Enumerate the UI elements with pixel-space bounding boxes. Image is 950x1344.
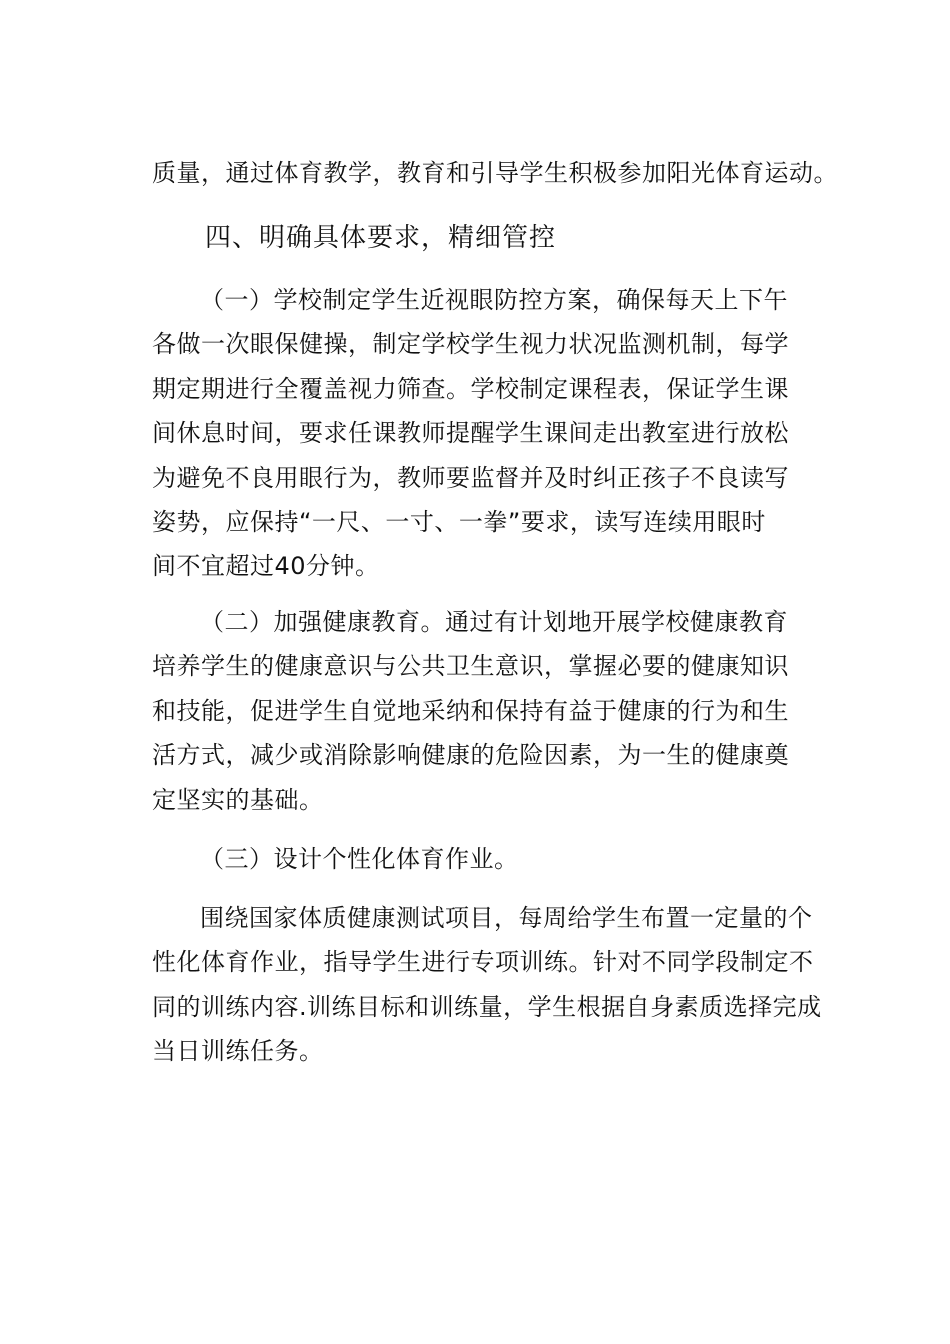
text-line: 和技能，促进学生自觉地采纳和保持有益于健康的行为和生 (152, 696, 789, 725)
text-line: 同的训练内容.训练目标和训练量，学生根据自身素质选择完成 (152, 992, 822, 1021)
text-line: 培养学生的健康意识与公共卫生意识，掌握必要的健康知识 (152, 652, 789, 681)
intro-paragraph (152, 151, 838, 195)
text-line: 性化体育作业，指导学生进行专项训练。针对不同学段制定不 (152, 948, 814, 977)
text-line: 质量，通过体育教学，教育和引导学生积极参加阳光体育运动。 (152, 159, 838, 187)
text-line: 间不宜超过40分钟。 (152, 552, 380, 581)
text-line: 各做一次眼保健操，制定学校学生视力状况监测机制，每学 (152, 330, 789, 359)
paragraph-health-education (152, 600, 832, 822)
paragraph-eye-care (152, 278, 832, 589)
text-line: 间休息时间，要求任课教师提醒学生课间走出教室进行放松 (152, 419, 789, 448)
text-line: 活方式，减少或消除影响健康的危险因素，为一生的健康奠 (152, 741, 789, 770)
text-line: 期定期进行全覆盖视力筛查。学校制定课程表，保证学生课 (152, 374, 789, 403)
section-heading: 四、明确具体要求，精细管控 (205, 223, 557, 253)
text-line: 为避免不良用眼行为，教师要监督并及时纠正孩子不良读写 (152, 463, 789, 492)
paragraph-pe-homework (152, 896, 832, 1074)
text-line: 围绕国家体质健康测试项目，每周给学生布置一定量的个 (200, 904, 813, 932)
paragraph-pe-homework-title (152, 837, 832, 881)
text-line: 定坚实的基础。 (152, 785, 324, 814)
text-line: 姿势，应保持“一尺、一寸、一拳”要求，读写连续用眼时 (152, 508, 766, 537)
text-line: （一）学校制定学生近视眼防控方案，确保每天上下午 (200, 286, 788, 314)
text-line: （三）设计个性化体育作业。 (200, 845, 519, 873)
text-line: （二）加强健康教育。通过有计划地开展学校健康教育 (200, 608, 788, 636)
text-line: 当日训练任务。 (152, 1037, 324, 1066)
